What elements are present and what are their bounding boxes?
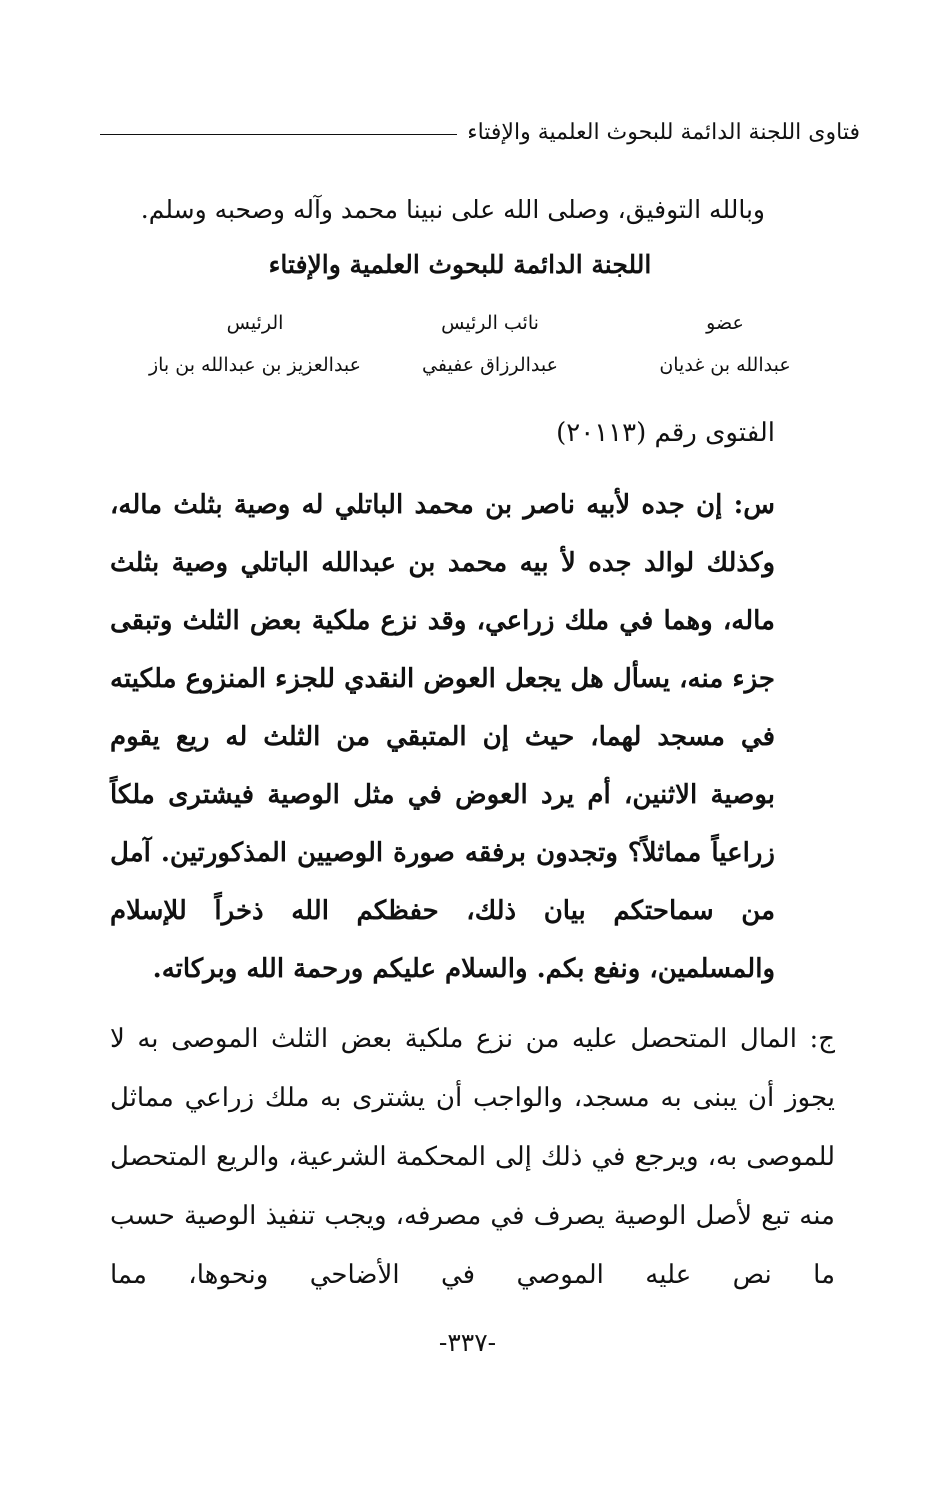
running-header-title: فتاوى اللجنة الدائمة للبحوث العلمية والإفتاء xyxy=(467,119,860,145)
running-header xyxy=(100,112,860,152)
signatory-name: عبدالرزاق عفيفي xyxy=(422,354,558,376)
signatory-role: عضو xyxy=(706,312,744,334)
committee-title: اللجنة الدائمة للبحوث العلمية والإفتاء xyxy=(268,250,652,279)
closing-line: وبالله التوفيق، وصلى الله على نبينا محمد وآله وصحبه وسلم. xyxy=(140,195,765,224)
signatory-vice-president xyxy=(405,308,575,380)
page-number: -٣٣٧- xyxy=(438,1328,497,1357)
signatory-member xyxy=(650,308,800,380)
signatory-name: عبدالعزيز بن عبدالله بن باز xyxy=(148,354,362,376)
answer-paragraph: ج: المال المتحصل عليه من نزع ملكية بعض الثلث الموصى به لا يجوز أن يبنى به مسجد، والواجب أن يشترى به ملك زراعي مماثل للموصى به، ويرجع في ذلك إلى المحكمة الشرعية، والريع المتحصل منه تبع لأصل الوصية يصرف في مصرفه، ويجب تنفيذ الوصية حسب ما نص عليه الموصي في الأضاحي ونحوها، مما xyxy=(110,1024,835,1290)
signatory-role: نائب الرئيس xyxy=(441,312,539,334)
header-rule xyxy=(100,134,457,135)
signatory-president xyxy=(140,308,370,380)
signatory-role: الرئيس xyxy=(226,312,284,334)
signatories xyxy=(120,308,800,388)
signatory-name: عبدالله بن غديان xyxy=(659,354,791,376)
question-paragraph: س: إن جده لأبيه ناصر بن محمد الباتلي له وصية بثلث ماله، وكذلك لوالد جده لأ بيه محمد بن عبدالله الباتلي وصية بثلث ماله، وهما في ملك زراعي، وقد نزع ملكية بعض الثلث وتبقى جزء منه، يسأل هل يجعل العوض النقدي للجزء المنزوع ملكيته في مسجد لهما، حيث إن المتبقي من الثلث له ريع يقوم بوصية الاثنين، أم يرد العوض في مثل الوصية فيشترى ملكاً زراعياً مماثلاً؟ وتجدون برفقه صورة الوصيين المذكورتين. آمل من سماحتكم بيان ذلك، حفظكم الله ذخراً للإسلام والمسلمين، ونفع بكم. والسلام عليكم ورحمة الله وبركاته. xyxy=(110,490,775,984)
fatwa-number: الفتوى رقم (٢٠١١٣) xyxy=(556,418,775,448)
